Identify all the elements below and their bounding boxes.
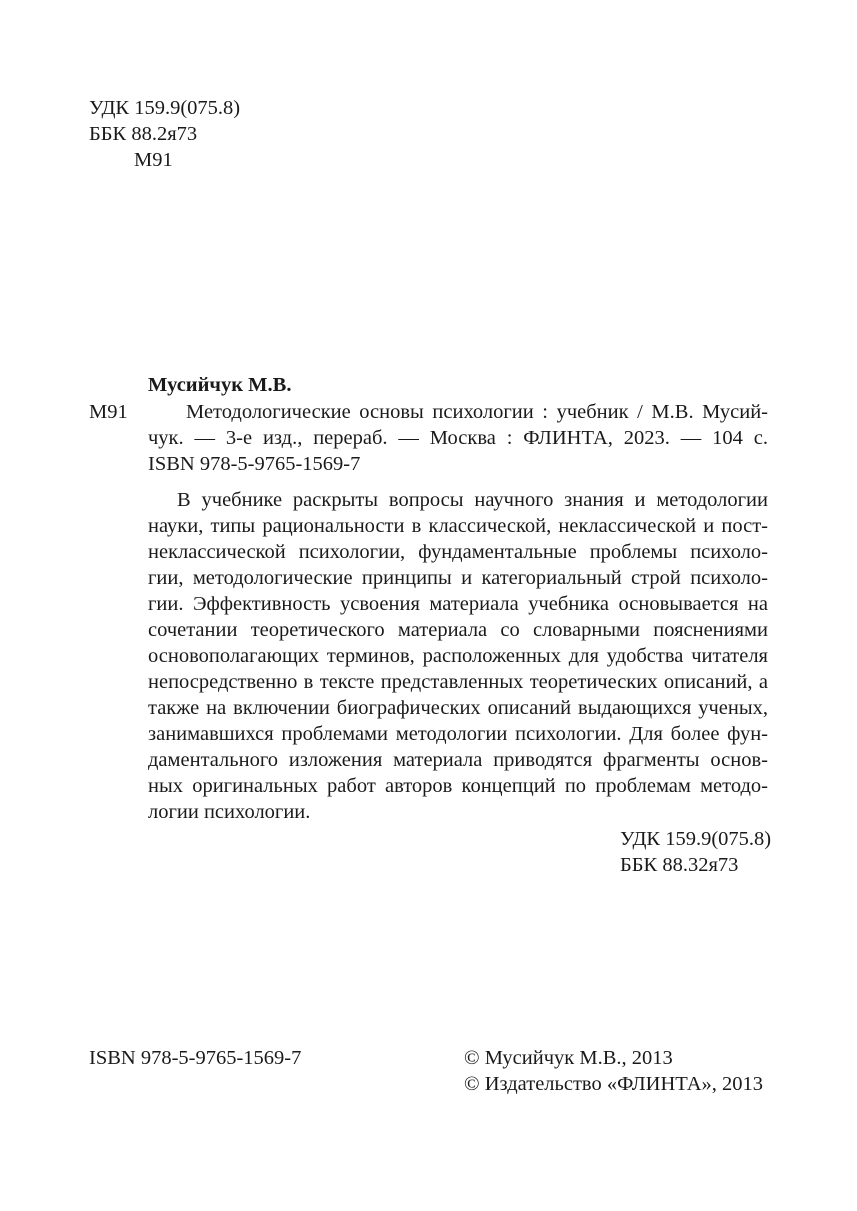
- abstract-line: основополагающих терминов, расположенных для удобства читателя: [148, 645, 768, 667]
- header-bbk: ББК 88.2я73: [89, 123, 198, 145]
- copyright-publisher: © Издательство «ФЛИНТА», 2013: [464, 1073, 764, 1095]
- abstract-line: ных оригинальных работ авторов концепций по проблемам методо-: [148, 775, 768, 797]
- abstract-line: также на включении биографических описаний выдающихся ученых,: [148, 697, 768, 719]
- abstract-line: занимавшихся проблемами методологии психологии. Для более фун-: [148, 723, 768, 745]
- classification-udk: УДК 159.9(075.8): [620, 828, 772, 850]
- footer-isbn: ISBN 978-5-9765-1569-7: [89, 1047, 302, 1069]
- abstract-line: сочетании теоретического материала со словарными пояснениями: [148, 619, 768, 641]
- abstract-line: В учебнике раскрыты вопросы научного знания и методологии: [177, 489, 768, 511]
- abstract-line: даментального изложения материала приводятся фрагменты основ-: [148, 749, 768, 771]
- bib-author: Мусийчук М.В.: [148, 374, 292, 396]
- classification-bbk: ББК 88.32я73: [620, 854, 739, 876]
- bib-line: Методологические основы психологии : учебник / М.В. Мусий-: [186, 401, 768, 423]
- abstract-line: гии. Эффективность усвоения материала учебника основывается на: [148, 593, 768, 615]
- abstract-line: логии психологии.: [148, 801, 311, 823]
- abstract-line: гии, методологические принципы и категориальный строй психоло-: [148, 567, 768, 589]
- bib-margin-mark: М91: [89, 401, 128, 423]
- abstract-line: непосредственно в тексте представленных теоретических описаний, а: [148, 671, 768, 693]
- copyright-author: © Мусийчук М.В., 2013: [464, 1047, 673, 1069]
- header-author-mark: М91: [134, 149, 173, 171]
- abstract-line: неклассической психологии, фундаментальные проблемы психоло-: [148, 541, 768, 563]
- header-udk: УДК 159.9(075.8): [89, 97, 241, 119]
- abstract-line: науки, типы рациональности в классической, неклассической и пост-: [148, 515, 768, 537]
- bib-isbn: ISBN 978-5-9765-1569-7: [148, 453, 361, 475]
- bib-line: чук. — 3-е изд., перераб. — Москва : ФЛИНТА, 2023. — 104 с.: [148, 427, 768, 449]
